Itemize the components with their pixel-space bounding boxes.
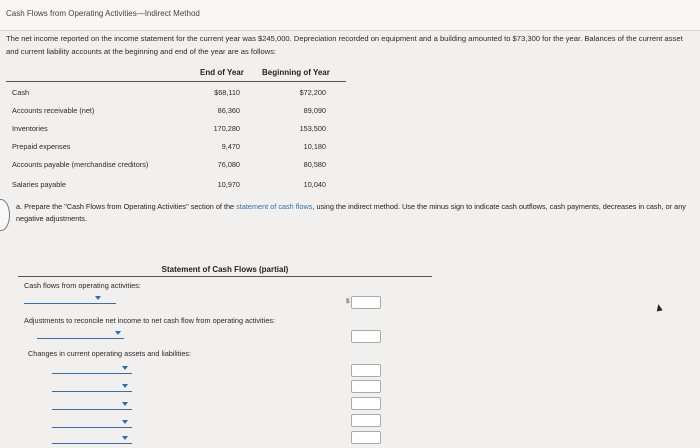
changes-label: Changes in current operating assets and liabilities: bbox=[28, 349, 192, 358]
col-header-beginning-of-year: Beginning of Year bbox=[262, 68, 330, 77]
chevron-down-icon bbox=[122, 384, 128, 388]
chevron-down-icon bbox=[122, 402, 128, 406]
row-label: Accounts receivable (net) bbox=[12, 106, 95, 115]
net-income-dropdown[interactable] bbox=[24, 293, 116, 304]
change-dropdown[interactable] bbox=[52, 399, 132, 410]
chevron-down-icon bbox=[95, 296, 101, 300]
row-end-value: 10,970 bbox=[217, 180, 240, 189]
change-amount-input[interactable] bbox=[351, 414, 381, 427]
problem-intro: The net income reported on the income statement for the current year was $245,000. Depreciation recorded on equipment and a building amounted to $73,300 for the year. Balances of the current asset and current liability accounts at the beginning and end of the year are as follows: bbox=[6, 34, 683, 56]
operating-activities-label: Cash flows from operating activities: bbox=[24, 281, 141, 290]
question-prefix: a. Prepare the "Cash Flows from Operating Activities" section of the bbox=[16, 202, 237, 211]
statement-of-cash-flows-link[interactable]: statement of cash flows bbox=[236, 202, 313, 211]
row-begin-value: 89,090 bbox=[303, 106, 326, 115]
change-amount-input[interactable] bbox=[351, 380, 381, 393]
statement-title-rule bbox=[18, 276, 432, 277]
mouse-cursor-icon bbox=[655, 303, 662, 311]
dollar-sign: $ bbox=[346, 298, 350, 305]
change-dropdown[interactable] bbox=[52, 417, 132, 428]
row-label: Accounts payable (merchandise creditors) bbox=[12, 160, 149, 169]
row-label: Salaries payable bbox=[12, 180, 66, 189]
row-begin-value: 80,580 bbox=[303, 160, 326, 169]
row-label: Prepaid expenses bbox=[12, 142, 71, 151]
row-label: Inventories bbox=[12, 124, 48, 133]
adjustment-dropdown[interactable] bbox=[37, 328, 124, 339]
change-amount-input[interactable] bbox=[351, 364, 381, 377]
adjustments-label: Adjustments to reconcile net income to net cash flow from operating activities: bbox=[24, 316, 276, 325]
row-end-value: 86,360 bbox=[217, 106, 240, 115]
change-amount-input[interactable] bbox=[351, 397, 381, 410]
chevron-down-icon bbox=[115, 331, 121, 335]
question-text bbox=[16, 201, 696, 225]
page-title: Cash Flows from Operating Activities—Indirect Method bbox=[6, 9, 200, 18]
row-end-value: 76,080 bbox=[217, 160, 240, 169]
row-end-value: 9,470 bbox=[221, 142, 240, 151]
change-dropdown[interactable] bbox=[52, 433, 132, 444]
question-suffix: , using the indirect method. Use the minus sign to indicate cash outflows, cash payments, decreases in cash, or any negative adjustments. bbox=[16, 202, 686, 223]
row-label: Cash bbox=[12, 88, 30, 97]
adjustment-amount-input[interactable] bbox=[351, 330, 381, 343]
change-dropdown[interactable] bbox=[52, 381, 132, 392]
table-header-rule bbox=[6, 81, 346, 82]
row-begin-value: 10,180 bbox=[303, 142, 326, 151]
row-end-value: 170,280 bbox=[213, 124, 240, 133]
row-begin-value: 153,500 bbox=[299, 124, 326, 133]
chevron-down-icon bbox=[122, 436, 128, 440]
net-income-amount-input[interactable] bbox=[351, 296, 381, 309]
chevron-down-icon bbox=[122, 366, 128, 370]
row-begin-value: $72,200 bbox=[299, 88, 326, 97]
question-marker-icon bbox=[0, 199, 10, 231]
change-dropdown[interactable] bbox=[52, 363, 132, 374]
row-end-value: $68,110 bbox=[214, 88, 240, 97]
chevron-down-icon bbox=[122, 420, 128, 424]
col-header-end-of-year: End of Year bbox=[200, 68, 244, 77]
row-begin-value: 10,040 bbox=[303, 180, 326, 189]
statement-title: Statement of Cash Flows (partial) bbox=[161, 265, 289, 274]
change-amount-input[interactable] bbox=[351, 431, 381, 444]
